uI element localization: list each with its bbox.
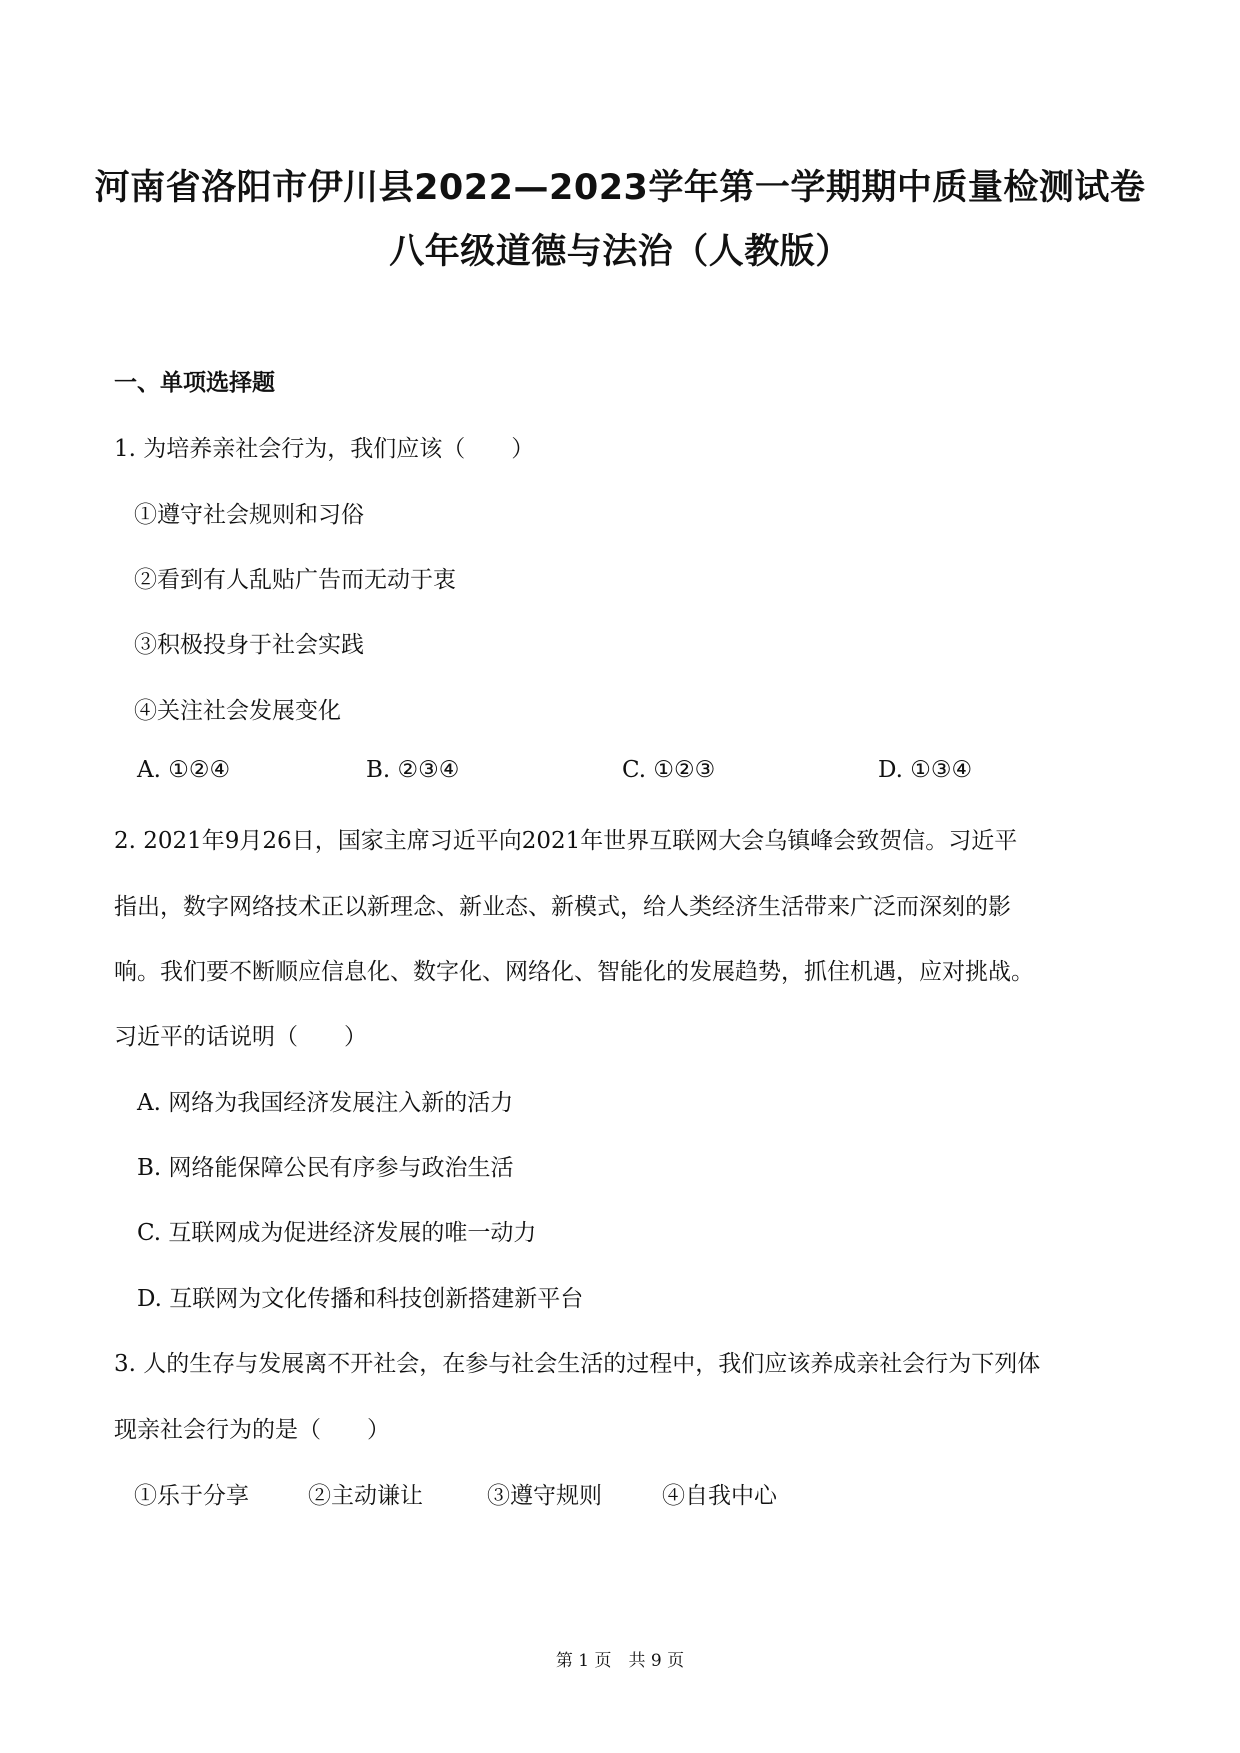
option-c[interactable]: C. ①②③ — [622, 757, 716, 783]
question-3-statement: ②主动谦让 — [308, 1483, 423, 1509]
question-2-stem: 响。我们要不断顺应信息化、数字化、网络化、智能化的发展趋势，抓住机遇，应对挑战。 — [114, 959, 1034, 985]
page-footer: 第 1 页 共 9 页 — [555, 1651, 685, 1671]
option-b[interactable]: B. ②③④ — [366, 757, 460, 783]
option-a[interactable]: A. ①②④ — [137, 757, 231, 783]
question-2-stem: 指出，数字网络技术正以新理念、新业态、新模式，给人类经济生活带来广泛而深刻的影 — [114, 894, 1011, 920]
question-1-stem: 1. 为培养亲社会行为，我们应该（ ） — [114, 436, 535, 462]
question-1-statement: ①遵守社会规则和习俗 — [134, 502, 364, 528]
exam-subtitle: 八年级道德与法治（人教版） — [389, 232, 851, 272]
question-1-options — [0, 757, 1240, 787]
question-2-stem: 2. 2021年9月26日，国家主席习近平向2021年世界互联网大会乌镇峰会致贺信。习近平 — [114, 828, 1018, 854]
option-a[interactable]: A. 网络为我国经济发展注入新的活力 — [137, 1090, 514, 1116]
option-c[interactable]: C. 互联网成为促进经济发展的唯一动力 — [137, 1220, 537, 1246]
option-d[interactable]: D. ①③④ — [878, 757, 973, 783]
question-1-statement: ②看到有人乱贴广告而无动于衷 — [134, 567, 456, 593]
exam-title: 河南省洛阳市伊川县2022—2023学年第一学期期中质量检测试卷 — [94, 168, 1146, 208]
question-3-statement: ①乐于分享 — [134, 1483, 249, 1509]
question-3-stem: 3. 人的生存与发展离不开社会，在参与社会生活的过程中，我们应该养成亲社会行为下列体 — [114, 1351, 1041, 1377]
section-heading: 一、单项选择题 — [114, 370, 275, 396]
question-1-statement: ④关注社会发展变化 — [134, 698, 341, 724]
question-2-stem: 习近平的话说明（ ） — [114, 1024, 367, 1050]
option-b[interactable]: B. 网络能保障公民有序参与政治生活 — [137, 1155, 514, 1181]
question-1-statement: ③积极投身于社会实践 — [134, 632, 364, 658]
question-3-statements — [0, 1477, 1240, 1507]
question-3-statement: ③遵守规则 — [487, 1483, 602, 1509]
question-3-statement: ④自我中心 — [662, 1483, 777, 1509]
option-d[interactable]: D. 互联网为文化传播和科技创新搭建新平台 — [137, 1286, 584, 1312]
question-3-stem: 现亲社会行为的是（ ） — [114, 1417, 390, 1443]
